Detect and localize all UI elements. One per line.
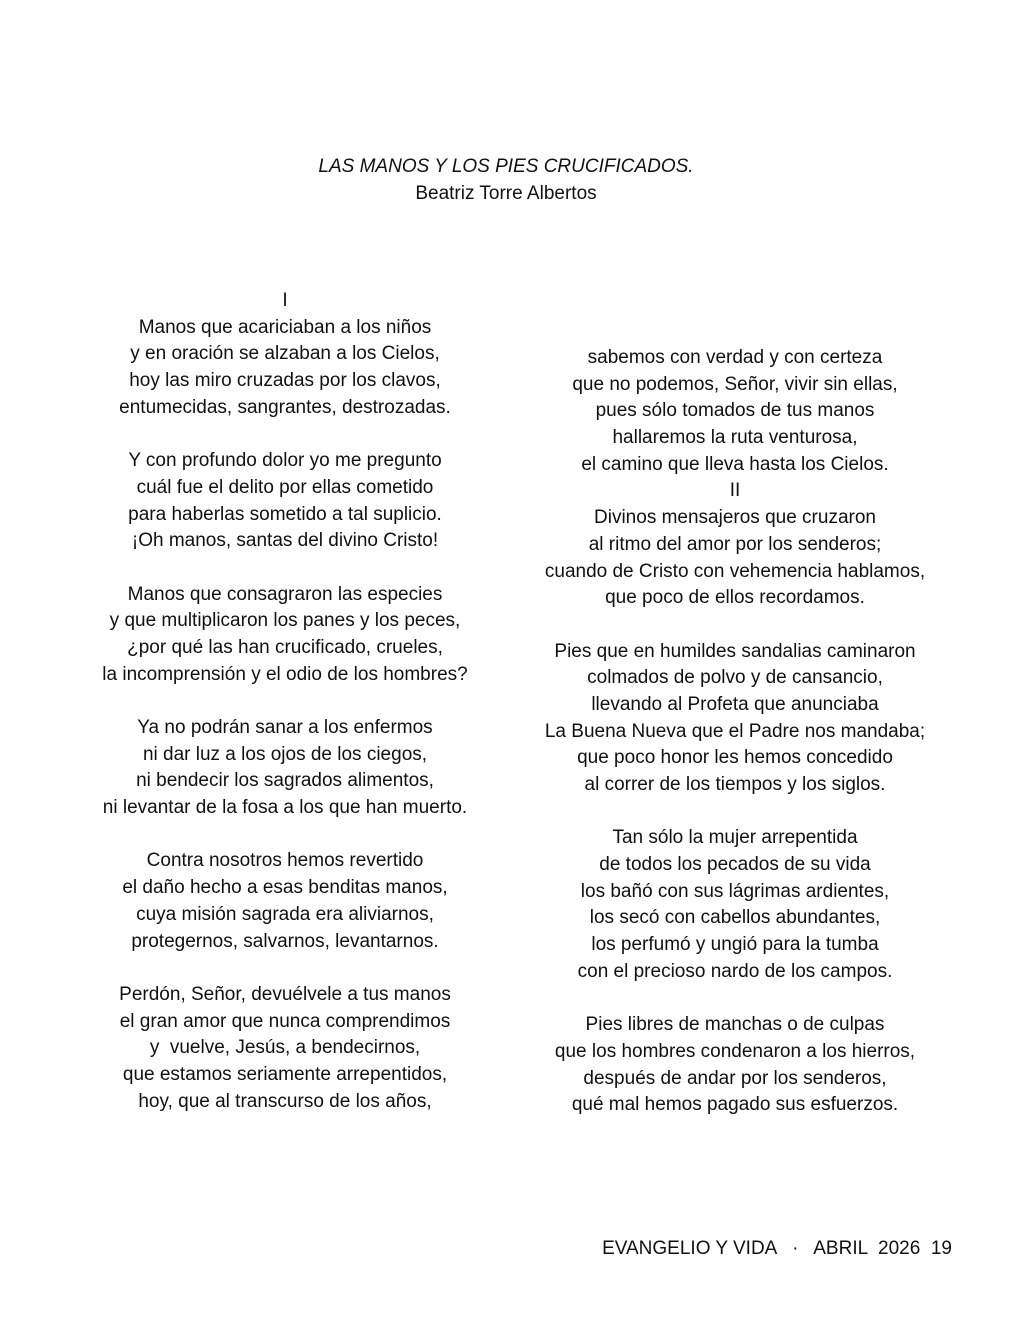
poem-line: al correr de los tiempos y los siglos. bbox=[584, 774, 886, 795]
stanza-gap bbox=[80, 822, 490, 849]
poem-line: Contra nosotros hemos revertido bbox=[146, 850, 424, 872]
poem-line: y que multiplicaron los panes y los peces, bbox=[109, 610, 461, 632]
poem-line: ni levantar de la fosa a los que han muerto. bbox=[102, 797, 468, 819]
poem-line: el daño hecho a esas benditas manos, bbox=[122, 877, 448, 899]
poem-line: qué mal hemos pagado sus esfuerzos. bbox=[571, 1094, 899, 1116]
stanza-gap bbox=[530, 612, 940, 639]
poem-line: ni dar luz a los ojos de los ciegos, bbox=[142, 743, 428, 765]
poem-line: para haberlas sometido a tal suplicio. bbox=[128, 503, 442, 525]
poem-left-column bbox=[80, 288, 490, 1115]
poem-line: protegernos, salvarnos, levantarnos. bbox=[131, 930, 439, 952]
poem-line: cuando de Cristo con vehemencia hablamos, bbox=[544, 560, 926, 582]
poem-line: llevando al Profeta que anunciaba bbox=[591, 693, 879, 715]
poem-line: Manos que acariciaban a los niños bbox=[138, 316, 432, 338]
poem-line: cuya misión sagrada era aliviarnos, bbox=[136, 903, 434, 925]
poem-line: entumecidas, sangrantes, destrozadas. bbox=[119, 396, 451, 418]
poem-line: Manos que consagraron las especies bbox=[127, 583, 443, 605]
poem-line: que no podemos, Señor, vivir sin ellas, bbox=[572, 373, 898, 395]
poem-line: los bañó con sus lágrimas ardientes, bbox=[580, 880, 890, 902]
poem-line: II bbox=[729, 480, 741, 502]
poem-line: con el precioso nardo de los campos. bbox=[577, 960, 893, 982]
poem-line: que poco honor les hemos concedido bbox=[577, 747, 893, 769]
poem-line: La Buena Nueva que el Padre nos mandaba; bbox=[544, 720, 926, 742]
poem-line: Perdón, Señor, devuélvele a tus manos bbox=[119, 983, 451, 1005]
stanza-gap bbox=[80, 955, 490, 982]
stanza-gap bbox=[530, 799, 940, 826]
poem-line: Pies libres de manchas o de culpas bbox=[585, 1014, 885, 1036]
stanza-gap bbox=[80, 555, 490, 582]
page-footer: EVANGELIO Y VIDA · ABRIL 2026 19 bbox=[602, 1238, 952, 1259]
poem-line: hallaremos la ruta venturosa, bbox=[612, 427, 858, 449]
poem-line: los perfumó y ungió para la tumba bbox=[591, 934, 879, 956]
poem-line: los secó con cabellos abundantes, bbox=[589, 907, 881, 929]
poem-line: y en oración se alzaban a los Cielos, bbox=[130, 343, 440, 365]
stanza-gap bbox=[530, 986, 940, 1013]
poem-line: que los hombres condenaron a los hierros, bbox=[554, 1040, 916, 1062]
poem-line: pues sólo tomados de tus manos bbox=[595, 400, 875, 422]
poem-title: LAS MANOS Y LOS PIES CRUCIFICADOS. bbox=[318, 156, 694, 177]
stanza-gap bbox=[80, 421, 490, 448]
poem-line: Y con profundo dolor yo me pregunto bbox=[128, 450, 442, 472]
poem-line: que poco de ellos recordamos. bbox=[605, 587, 865, 609]
poem-line: y vuelve, Jesús, a bendecirnos, bbox=[149, 1037, 421, 1059]
poem-right-column bbox=[530, 345, 940, 1119]
poem-line: colmados de polvo y de cansancio, bbox=[587, 667, 883, 689]
poem-line: ¿por qué las han crucificado, crueles, bbox=[127, 636, 443, 658]
poem-line: al ritmo del amor por los senderos; bbox=[588, 533, 882, 555]
poem-line: cuál fue el delito por ellas cometido bbox=[136, 476, 434, 498]
poem-line: hoy, que al transcurso de los años, bbox=[138, 1090, 432, 1112]
poem-line: después de andar por los senderos, bbox=[583, 1067, 887, 1089]
poem-line: sabemos con verdad y con certeza bbox=[587, 347, 883, 368]
poem-line: el gran amor que nunca comprendimos bbox=[119, 1010, 451, 1032]
poem-author: Beatriz Torre Albertos bbox=[415, 183, 597, 204]
poem-line: Tan sólo la mujer arrepentida bbox=[612, 827, 858, 849]
poem-line: el camino que lleva hasta los Cielos. bbox=[581, 453, 889, 475]
poem-line: Pies que en humildes sandalias caminaron bbox=[554, 640, 916, 662]
poem-line: que estamos seriamente arrepentidos, bbox=[122, 1063, 448, 1085]
poem-line: ¡Oh manos, santas del divino Cristo! bbox=[131, 530, 439, 552]
poem-line: de todos los pecados de su vida bbox=[599, 854, 871, 876]
poem-line: Divinos mensajeros que cruzaron bbox=[594, 507, 876, 529]
poem-line: ni bendecir los sagrados alimentos, bbox=[136, 770, 434, 792]
poem-line: la incomprensión y el odio de los hombres? bbox=[102, 663, 468, 685]
poem-line: hoy las miro cruzadas por los clavos, bbox=[129, 370, 441, 392]
stanza-gap bbox=[80, 688, 490, 715]
poem-line: Ya no podrán sanar a los enfermos bbox=[137, 717, 433, 738]
poem-line: I bbox=[282, 290, 288, 311]
